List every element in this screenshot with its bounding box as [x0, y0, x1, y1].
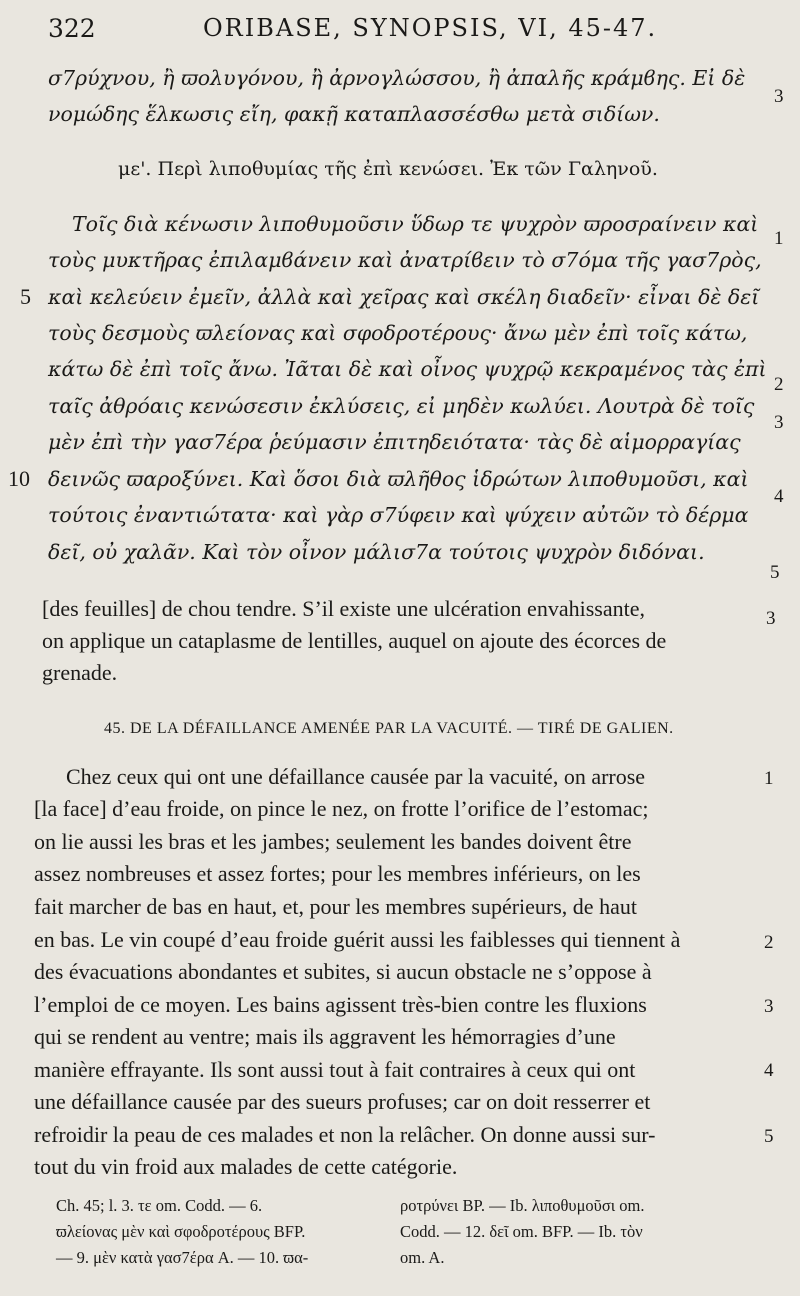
- greek-body-line: τούτοις ἐναντιώτατα· καὶ γὰρ σ7ύφειν καὶ ψύχειν αὐτῶν τὸ δέρμα: [48, 503, 749, 527]
- french-body-line: on lie aussi les bras et les jambes; seulement les bandes doivent être: [34, 829, 632, 854]
- greek-section-heading: με'. Περὶ λιποθυμίας τῆς ἐπὶ κενώσει. Ἐκ τῶν Γαληνοῦ.: [118, 158, 658, 180]
- french-body-line: Chez ceux qui ont une défaillance causée par la vacuité, on arrose: [66, 764, 646, 789]
- page-number: 322: [48, 14, 96, 43]
- french-top-line: on applique un cataplasme de lentilles, auquel on ajoute des écorces de: [42, 628, 667, 653]
- margin-number: 3: [774, 412, 784, 433]
- greek-body-line: ταῖς ἀθρόαις κενώσεσιν ἐκλύσεις, εἰ μηδὲν κωλύει. Λουτρὰ δὲ τοῖς: [48, 394, 755, 418]
- footnote-left-line: — 9. μὲν κατὰ γασ7έρα A. — 10. ϖα-: [56, 1248, 309, 1267]
- footnote-left-line: ϖλείονας μὲν καὶ σφοδροτέρους BFP.: [56, 1222, 306, 1241]
- margin-number: 2: [764, 932, 774, 953]
- greek-body-line: τοὺς δεσμοὺς ϖλείονας καὶ σφοδροτέρους· ἄνω μὲν ἐπὶ τοῖς κάτω,: [48, 321, 748, 345]
- margin-number: 2: [774, 374, 784, 395]
- footnote-right-line: ροτρύνει BP. — Ib. λιποθυμοῦσι om.: [400, 1196, 645, 1215]
- footnote-right-line: Codd. — 12. δεῖ om. BFP. — Ib. τὸν: [400, 1222, 643, 1241]
- french-body-line: en bas. Le vin coupé d’eau froide guérit aussi les faiblesses qui tiennent à: [34, 927, 681, 952]
- french-body-line: refroidir la peau de ces malades et non la relâcher. On donne aussi sur-: [34, 1122, 656, 1147]
- french-body-line: manière effrayante. Ils sont aussi tout à fait contraires à ceux qui ont: [34, 1057, 636, 1082]
- greek-body-line: δεῖ, οὐ χαλᾶν. Καὶ τὸν οἶνον μάλισ7α τούτοις ψυχρὸν διδόναι.: [48, 540, 705, 564]
- margin-number: 4: [764, 1060, 774, 1081]
- running-title: ORIBASE, SYNOPSIS, VI, 45-47.: [203, 14, 658, 42]
- greek-top-line: νομώδης ἕλκωσις εἴη, φακῇ καταπλασσέσθω μετὰ σιδίων.: [48, 102, 660, 126]
- footnote-left-line: Ch. 45; l. 3. τε om. Codd. — 6.: [56, 1196, 263, 1215]
- margin-number: 4: [774, 486, 784, 507]
- french-top-line: grenade.: [42, 660, 118, 685]
- french-body-line: assez nombreuses et assez fortes; pour les membres inférieurs, on les: [34, 861, 641, 886]
- page-header: [48, 14, 760, 50]
- margin-number: 1: [764, 768, 774, 789]
- margin-number: 5: [764, 1126, 774, 1147]
- french-body-line: une défaillance causée par des sueurs profuses; car on doit resserrer et: [34, 1089, 651, 1114]
- greek-body-line: καὶ κελεύειν ἐμεῖν, ἀλλὰ καὶ χεῖρας καὶ σκέλη διαδεῖν· εἶναι δὲ δεῖ: [48, 285, 760, 309]
- french-body-line: des évacuations abondantes et subites, si aucun obstacle ne s’oppose à: [34, 959, 652, 984]
- margin-number: 3: [774, 86, 784, 107]
- french-top-line: [des feuilles] de chou tendre. S’il existe une ulcération envahissante,: [42, 596, 645, 621]
- margin-number: 1: [774, 228, 784, 249]
- greek-body-line: τοὺς μυκτῆρας ἐπιλαμϐάνειν καὶ ἀνατρίϐειν τὸ σ7όμα τῆς γασ7ρὸς,: [48, 248, 762, 272]
- greek-body-line: μὲν ἐπὶ τὴν γασ7έρα ῥεύμασιν ἐπιτηδειότατα· τὰς δὲ αἱμορραγίας: [48, 430, 741, 454]
- french-body-line: fait marcher de bas en haut, et, pour les membres supérieurs, de haut: [34, 894, 637, 919]
- margin-number: 3: [766, 608, 776, 629]
- greek-top-line: σ7ρύχνου, ἢ ϖολυγόνου, ἢ ἀρνογλώσσου, ἢ ἀπαλῆς κράμϐης. Εἰ δὲ: [48, 66, 746, 90]
- french-body-line: [la face] d’eau froide, on pince le nez, on frotte l’orifice de l’estomac;: [34, 796, 649, 821]
- footnote-right-line: om. A.: [400, 1248, 445, 1267]
- line-number: 10: [8, 466, 30, 491]
- french-body-line: tout du vin froid aux malades de cette catégorie.: [34, 1154, 458, 1179]
- french-body-line: l’emploi de ce moyen. Les bains agissent très-bien contre les fluxions: [34, 992, 647, 1017]
- margin-number: 3: [764, 996, 774, 1017]
- greek-body-line: δεινῶς ϖαροξύνει. Καὶ ὅσοι διὰ ϖλῆθος ἱδρώτων λιποθυμοῦσι, καὶ: [48, 467, 749, 491]
- margin-number: 5: [770, 562, 780, 583]
- greek-body-line: Τοῖς διὰ κένωσιν λιποθυμοῦσιν ὕδωρ τε ψυχρὸν ϖροσραίνειν καὶ: [72, 212, 759, 236]
- greek-body-line: κάτω δὲ ἐπὶ τοῖς ἄνω. Ἰᾶται δὲ καὶ οἶνος ψυχρῷ κεκραμένος τὰς ἐπὶ: [48, 357, 767, 381]
- french-body-line: qui se rendent au ventre; mais ils aggravent les hémorragies d’une: [34, 1024, 616, 1049]
- french-section-heading: 45. DE LA DÉFAILLANCE AMENÉE PAR LA VACUITÉ. — TIRÉ DE GALIEN.: [104, 720, 674, 737]
- line-number: 5: [20, 284, 31, 309]
